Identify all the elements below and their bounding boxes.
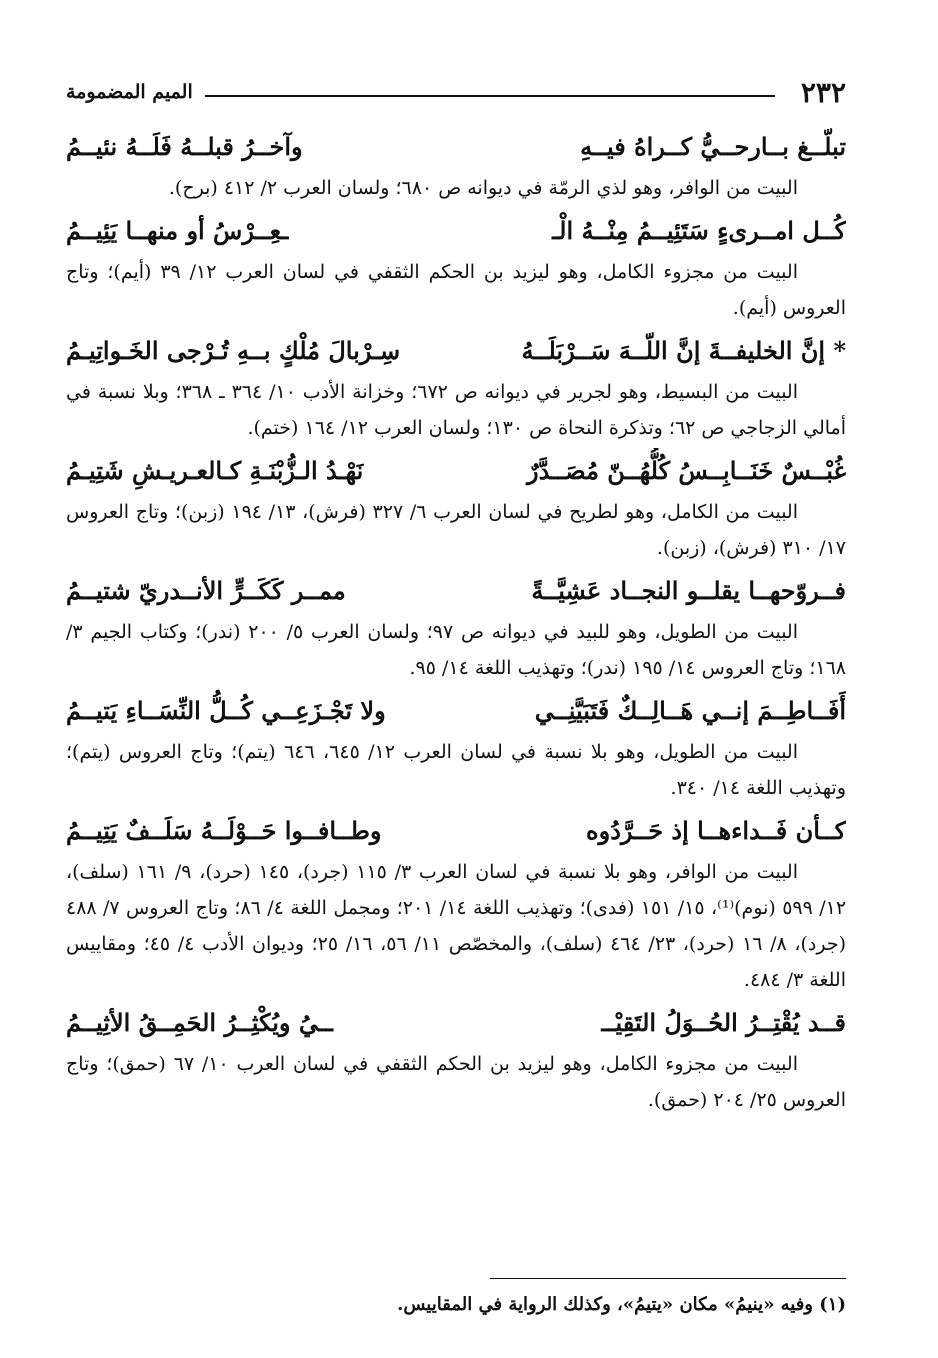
verse-line	[66, 688, 846, 734]
poem-entry	[66, 328, 846, 446]
verse-line	[66, 1000, 846, 1046]
poem-entry	[66, 808, 846, 998]
verse-commentary: البيت من مجزوء الكامل، وهو ليزيد بن الحكم الثقفي في لسان العرب ١٢/ ٣٩ (أيم)؛ وتاج العروس (أيم).	[66, 261, 846, 319]
verse-first-hemistich: كــأن فَــداءهــا إذ حَــرَّدُوه	[586, 816, 846, 845]
footnote-rule	[490, 1278, 846, 1279]
verse-first-hemistich: كُــل امــرىءٍ سَتَئِيــمُ مِنْــهُ الْـ	[552, 216, 846, 245]
verse-first-hemistich: فــروّحهــا يقلــو النجــاد عَشِيَّــةً	[531, 576, 846, 605]
verse-second-hemistich: وآخــرُ قبلــهُ فَلَــهُ نئيــمُ	[66, 132, 303, 161]
verse-commentary: البيت من الوافر، وهو بلا نسبة في لسان العرب ٣/ ١١٥ (جرد)، ١٤٥ (حرد)، ٩/ ١٦١ (سلف)، ١٢/ ٥٩٩ (نوم)⁽¹⁾، ١٥/ ١٥١ (فدى)؛ وتهذيب اللغة ١٤/ ٢٠١؛ ومجمل اللغة ٤/ ٨٦؛ وتاج العروس ٧/ ٤٨٨ (جرد)، ٨/ ١٦ (حرد)، ٢٣/ ٤٦٤ (سلف)، والمخصّص ١١/ ٥٦، ١٦/ ٢٥؛ وديوان الأدب ٤/ ٤٥؛ ومقاييس اللغة ٣/ ٤٨٤.	[66, 861, 847, 991]
verse-second-hemistich: نَهْـدُ الـزُّبْنَـةِ كـالعـريـشِ شَتِيـمُ	[66, 456, 364, 485]
verse-second-hemistich: ـعِــرْسُ أو منهــا يَئِيــمُ	[66, 216, 289, 245]
verse-commentary: البيت من مجزوء الكامل، وهو ليزيد بن الحكم الثقفي في لسان العرب ١٠/ ٦٧ (حمق)؛ وتاج العروس ٢٥/ ٢٠٤ (حمق).	[66, 1053, 846, 1111]
verse-second-hemistich: ولا تَجْـزَعِــي كُــلُّ النِّسَــاءِ يَتيــمُ	[66, 696, 386, 725]
poem-entry	[66, 688, 846, 806]
poem-entry	[66, 1000, 846, 1118]
poem-entry	[66, 124, 846, 206]
chapter-title: الميم المضمومة	[66, 81, 193, 103]
verse-second-hemistich: ممــر كَكَــرٍّ الأنــدريّ شتيــمُ	[66, 576, 346, 605]
verse-commentary: البيت من الكامل، وهو لطريح في لسان العرب ٦/ ٣٢٧ (فرش)، ١٣/ ١٩٤ (زبن)؛ وتاج العروس ١٧/ ٣١٠ (فرش)، (زبن).	[66, 501, 846, 559]
verse-first-hemistich: غُبْــسٌ خَنَــابِــسُ كُلُّهُــنّ مُصَــدَّرٌ	[527, 456, 846, 485]
verse-line	[66, 124, 846, 170]
verse-line	[66, 328, 846, 374]
verse-second-hemistich: وطــافــوا حَــوْلَــهُ سَلَــفٌ يَتِيــمُ	[66, 816, 382, 845]
verse-second-hemistich: سِـرْبالَ مُلْكٍ بــهِ تُـرْجى الخَـواتِيـمُ	[66, 336, 401, 365]
verse-line	[66, 808, 846, 854]
verse-first-hemistich: * إنَّ الخليفــةَ إنَّ اللّــهَ سَــرْبَلَــهُ	[521, 336, 846, 365]
verse-commentary: البيت من الوافر، وهو لذي الرمّة في ديوانه ص ٦٨٠؛ ولسان العرب ٢/ ٤١٢ (برح).	[168, 177, 798, 199]
verse-second-hemistich: ــيُ ويُكْثِــرُ الحَمِــقُ الأثِيــمُ	[66, 1008, 333, 1037]
verse-line	[66, 448, 846, 494]
page-header	[66, 72, 846, 112]
page-number: ٢٣٢	[800, 75, 846, 109]
header-rule	[205, 95, 775, 97]
verse-first-hemistich: قــد يُقْتِــرُ الحُــوَلُ التَقِيْــ	[601, 1008, 846, 1037]
verse-line	[66, 568, 846, 614]
poem-entry	[66, 448, 846, 566]
poem-entry	[66, 208, 846, 326]
verse-first-hemistich: أَفَــاطِــمَ إنــي هَــالِــكٌ فَتَبَيَّنِــي	[534, 696, 846, 725]
verse-commentary: البيت من البسيط، وهو لجرير في ديوانه ص ٦٧٢؛ وخزانة الأدب ١٠/ ٣٦٤ ـ ٣٦٨؛ وبلا نسبة في أمالي الزجاجي ص ٦٢؛ وتذكرة النحاة ص ١٣٠؛ ولسان العرب ١٢/ ١٦٤ (ختم).	[66, 381, 846, 439]
verse-line	[66, 208, 846, 254]
poem-entry	[66, 568, 846, 686]
page-content	[66, 124, 846, 1120]
footnote: (١) وفيه «ينيمُ» مكان «يتيمُ»، وكذلك الرواية في المقاييس.	[397, 1294, 846, 1315]
verse-commentary: البيت من الطويل، وهو للبيد في ديوانه ص ٩٧؛ ولسان العرب ٥/ ٢٠٠ (ندر)؛ وكتاب الجيم ٣/ ١٦٨؛ وتاج العروس ١٤/ ١٩٥ (ندر)؛ وتهذيب اللغة ١٤/ ٩٥.	[66, 621, 846, 679]
verse-first-hemistich: تبلّــغ بــارحــيُّ كــراهُ فيــهِ	[580, 132, 846, 161]
verse-commentary: البيت من الطويل، وهو بلا نسبة في لسان العرب ١٢/ ٦٤٥، ٦٤٦ (يتم)؛ وتاج العروس (يتم)؛ وتهذيب اللغة ١٤/ ٣٤٠.	[66, 741, 846, 799]
